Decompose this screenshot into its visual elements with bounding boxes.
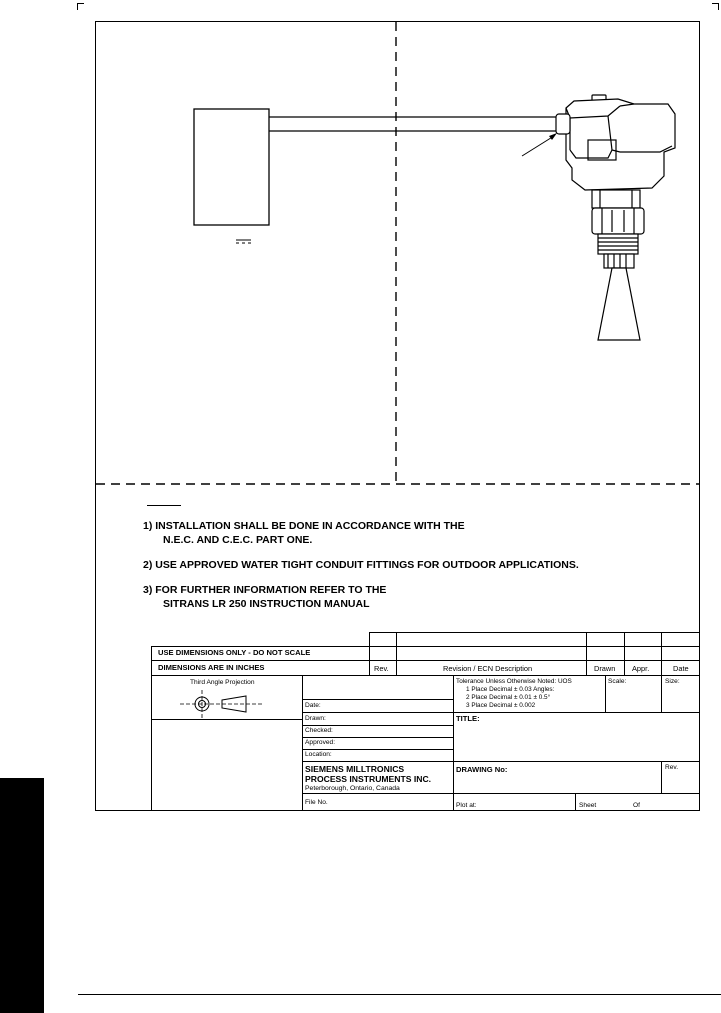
company-location: Peterborough, Ontario, Canada xyxy=(305,785,400,792)
date-label: Date: xyxy=(305,702,321,709)
power-supply-box xyxy=(194,109,269,225)
tolerance-line-2: 1 Place Decimal ± 0.03 Angles: xyxy=(466,686,555,693)
radar-transmitter-drawing xyxy=(556,95,675,340)
date-column-header: Date xyxy=(673,664,689,673)
drawn-label: Drawn: xyxy=(305,715,326,722)
sheet-label: Sheet xyxy=(579,802,597,809)
checked-label: Checked: xyxy=(305,727,333,734)
scale-label: Scale: xyxy=(608,678,627,685)
section-side-tab xyxy=(0,778,44,1013)
company-name-line-1: SIEMENS MILLTRONICS xyxy=(305,764,405,774)
location-label: Location: xyxy=(305,751,332,758)
file-no-label: File No. xyxy=(305,799,328,806)
tolerance-line-1: Tolerance Unless Otherwise Noted: UOS xyxy=(456,678,572,685)
company-name-line-2: PROCESS INSTRUMENTS INC. xyxy=(305,774,432,784)
third-angle-projection-label: Third Angle Projection xyxy=(190,679,255,686)
note-3-line-1: 3) FOR FURTHER INFORMATION REFER TO THE xyxy=(143,584,387,596)
drawing-no-label: DRAWING No: xyxy=(456,765,508,774)
tolerance-line-3: 2 Place Decimal ± 0.01 ± 0.5° xyxy=(466,694,551,701)
rev-column-header: Rev. xyxy=(374,664,389,673)
notes-heading-underline xyxy=(147,505,181,506)
note-1-line-1: 1) INSTALLATION SHALL BE DONE IN ACCORDANCE WITH THE xyxy=(143,520,465,532)
rev-label: Rev. xyxy=(665,764,679,771)
tolerance-line-4: 3 Place Decimal ± 0.002 xyxy=(466,702,536,709)
use-dimensions-label: USE DIMENSIONS ONLY - DO NOT SCALE xyxy=(158,648,311,657)
note-3-line-2: SITRANS LR 250 INSTRUCTION MANUAL xyxy=(163,598,370,610)
footer-rule xyxy=(78,994,721,995)
revision-desc-header: Revision / ECN Description xyxy=(443,664,533,673)
drawn-column-header: Drawn xyxy=(594,664,616,673)
size-label: Size: xyxy=(665,678,680,685)
note-2: 2) USE APPROVED WATER TIGHT CONDUIT FITTINGS FOR OUTDOOR APPLICATIONS. xyxy=(143,559,579,571)
title-label: TITLE: xyxy=(456,714,480,723)
dimensions-inches-label: DIMENSIONS ARE IN INCHES xyxy=(158,663,265,672)
note-1-line-2: N.E.C. AND C.E.C. PART ONE. xyxy=(163,534,313,546)
of-label: Of xyxy=(633,802,640,809)
appr-column-header: Appr. xyxy=(632,664,650,673)
approved-label: Approved: xyxy=(305,739,336,746)
plot-at-label: Plot at: xyxy=(456,802,477,809)
